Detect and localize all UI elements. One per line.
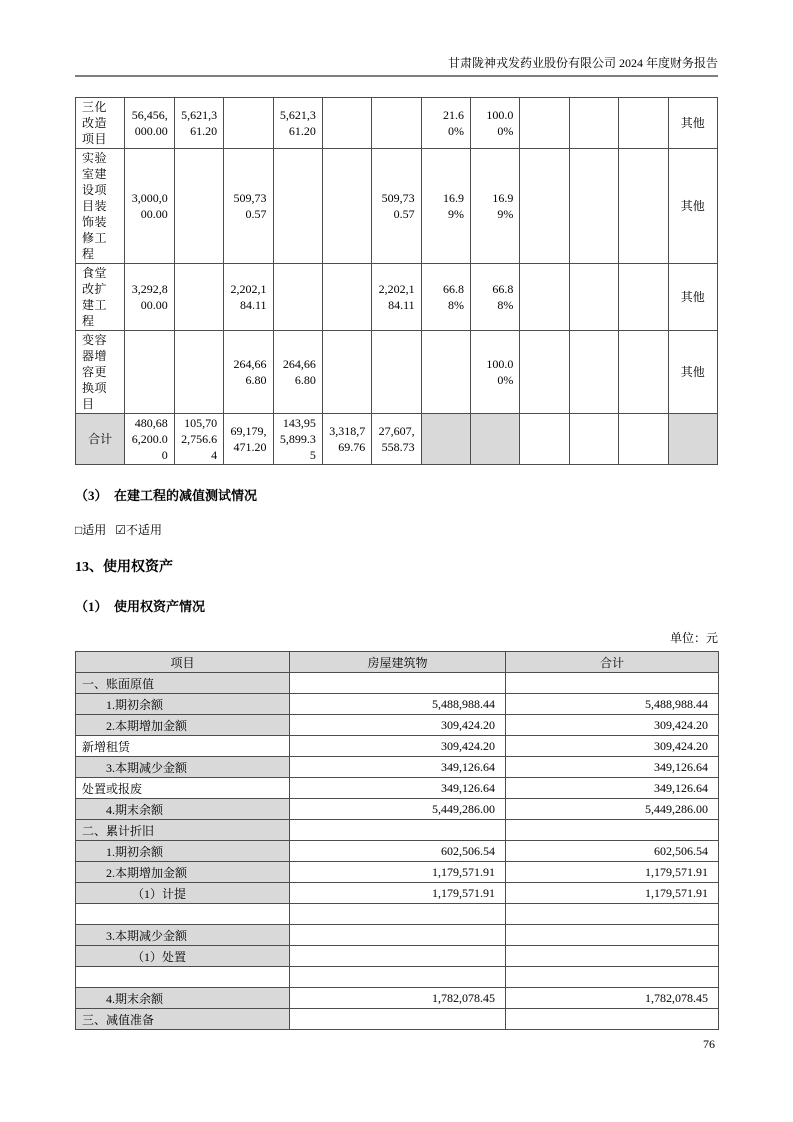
table-cell [322, 149, 371, 264]
table-cell [421, 414, 470, 465]
table-cell: 349,126.64 [506, 757, 719, 778]
table-cell: 3,318,769.76 [322, 414, 371, 465]
column-header-item: 项目 [76, 652, 290, 673]
table-cell [569, 149, 618, 264]
column-header-buildings: 房屋建筑物 [290, 652, 506, 673]
table-row [76, 715, 719, 736]
table-cell: 56,456,000.00 [125, 98, 174, 149]
table-cell: 1,782,078.45 [506, 988, 719, 1009]
table-row [76, 988, 719, 1009]
table-cell [290, 946, 506, 967]
table-row [76, 883, 719, 904]
table-cell: 1,179,571.91 [290, 862, 506, 883]
table-row [76, 98, 718, 149]
table-cell [273, 264, 322, 331]
row-label-cell: 3.本期减少金额 [76, 925, 290, 946]
row-label-cell: （1）处置 [76, 946, 290, 967]
row-label-cell: 3.本期减少金额 [76, 757, 290, 778]
table-row [76, 264, 718, 331]
total-label-cell: 合计 [76, 414, 125, 465]
table-cell: 309,424.20 [506, 715, 719, 736]
table-cell [174, 264, 223, 331]
table-cell: 100.00% [471, 98, 520, 149]
table-cell: 2,202,184.11 [372, 264, 421, 331]
table-cell: 5,488,988.44 [290, 694, 506, 715]
table-cell [290, 1009, 506, 1030]
table-row [76, 841, 719, 862]
row-label-cell: 2.本期增加金额 [76, 715, 290, 736]
table-cell: 其他 [668, 331, 718, 414]
table-cell [520, 149, 569, 264]
table-cell: 其他 [668, 149, 718, 264]
project-name-cell: 三化改造项目 [76, 98, 125, 149]
applicability-line [75, 522, 718, 538]
table-cell: 1,782,078.45 [290, 988, 506, 1009]
table-cell: 143,955,899.35 [273, 414, 322, 465]
table-cell: 21.60% [421, 98, 470, 149]
table-cell [125, 331, 174, 414]
row-label-cell: 1.期初余额 [76, 694, 290, 715]
table-cell [569, 98, 618, 149]
table-cell [290, 820, 506, 841]
table-cell [290, 925, 506, 946]
row-label-cell: 2.本期增加金额 [76, 862, 290, 883]
row-label-cell: 4.期末余额 [76, 988, 290, 1009]
table-row [76, 925, 719, 946]
table-cell: 309,424.20 [290, 715, 506, 736]
construction-in-progress-table [75, 97, 718, 465]
row-label-cell: （1）计提 [76, 883, 290, 904]
table-cell [174, 331, 223, 414]
table-cell: 349,126.64 [290, 757, 506, 778]
table-cell: 3,000,000.00 [125, 149, 174, 264]
table-cell [372, 331, 421, 414]
table-cell [619, 331, 668, 414]
table-cell: 480,686,200.00 [125, 414, 174, 465]
table-cell: 69,179,471.20 [224, 414, 273, 465]
table-cell: 16.99% [471, 149, 520, 264]
table-cell [619, 264, 668, 331]
table-cell [506, 967, 719, 988]
table-cell [506, 946, 719, 967]
table-cell: 264,666.80 [273, 331, 322, 414]
table-cell: 5,621,361.20 [273, 98, 322, 149]
table-cell [520, 98, 569, 149]
row-label-cell [76, 904, 290, 925]
table-spacer-row [76, 904, 719, 925]
table-cell: 3,292,800.00 [125, 264, 174, 331]
project-name-cell: 实验室建设项目装饰装修工程 [76, 149, 125, 264]
table-cell: 105,702,756.64 [174, 414, 223, 465]
table-total-row [76, 414, 718, 465]
table-cell [506, 820, 719, 841]
table-cell: 602,506.54 [290, 841, 506, 862]
table-cell: 5,621,361.20 [174, 98, 223, 149]
table-cell: 602,506.54 [506, 841, 719, 862]
section-13-title: 13、使用权资产 [75, 560, 173, 575]
table-cell [506, 904, 719, 925]
table-cell [506, 673, 719, 694]
table-cell: 66.88% [421, 264, 470, 331]
row-label-cell: 1.期初余额 [76, 841, 290, 862]
table-row [76, 862, 719, 883]
project-name-cell: 食堂改扩建工程 [76, 264, 125, 331]
table-row [76, 149, 718, 264]
table-cell [421, 331, 470, 414]
table-cell: 66.88% [471, 264, 520, 331]
row-label-cell: 新增租赁 [76, 736, 290, 757]
table-spacer-row [76, 967, 719, 988]
table-cell: 2,202,184.11 [224, 264, 273, 331]
row-label-cell: 处置或报废 [76, 778, 290, 799]
table-cell [372, 98, 421, 149]
table-row [76, 736, 719, 757]
table-cell [224, 98, 273, 149]
table-cell [520, 331, 569, 414]
checkbox-applicable: □适用 [75, 523, 107, 537]
table-cell [619, 98, 668, 149]
table-cell [619, 414, 668, 465]
table-cell [569, 331, 618, 414]
table-cell [322, 264, 371, 331]
table-cell: 其他 [668, 98, 718, 149]
table-cell [290, 967, 506, 988]
table-cell: 1,179,571.91 [506, 862, 719, 883]
table-cell: 1,179,571.91 [506, 883, 719, 904]
table-cell [471, 414, 520, 465]
table-row [76, 331, 718, 414]
project-name-cell: 变容器增容更换项目 [76, 331, 125, 414]
table-cell [520, 414, 569, 465]
table-cell [619, 149, 668, 264]
table-row [76, 757, 719, 778]
table-cell [506, 925, 719, 946]
table-cell: 349,126.64 [506, 778, 719, 799]
section-13-1-title: （1） 使用权资产情况 [75, 599, 206, 614]
table-cell [174, 149, 223, 264]
row-label-cell: 一、账面原值 [76, 673, 290, 694]
table-cell: 其他 [668, 264, 718, 331]
table-cell [290, 673, 506, 694]
table-cell [506, 1009, 719, 1030]
table-row [76, 946, 719, 967]
row-label-cell [76, 967, 290, 988]
section-3-title: （3） 在建工程的减值测试情况 [75, 488, 258, 503]
table-row [76, 673, 719, 694]
table-cell: 5,449,286.00 [290, 799, 506, 820]
table-cell: 16.99% [421, 149, 470, 264]
table-cell [520, 264, 569, 331]
table-row [76, 1009, 719, 1030]
table-row [76, 820, 719, 841]
table-cell: 309,424.20 [290, 736, 506, 757]
table-cell [668, 414, 718, 465]
report-header-title: 甘肃陇神戎发药业股份有限公司 2024 年度财务报告 [75, 55, 718, 77]
table-cell: 5,449,286.00 [506, 799, 719, 820]
right-of-use-assets-table [75, 651, 719, 1030]
table-cell [569, 414, 618, 465]
table-cell [273, 149, 322, 264]
table-cell [322, 98, 371, 149]
table-cell [569, 264, 618, 331]
table-cell: 509,730.57 [224, 149, 273, 264]
row-label-cell: 三、减值准备 [76, 1009, 290, 1030]
table-row [76, 778, 719, 799]
table-cell: 264,666.80 [224, 331, 273, 414]
table-cell: 309,424.20 [506, 736, 719, 757]
page-number: 76 [703, 1037, 715, 1051]
table-cell: 349,126.64 [290, 778, 506, 799]
table-header-row [76, 652, 719, 673]
table-row [76, 799, 719, 820]
table-cell [322, 331, 371, 414]
table-cell: 5,488,988.44 [506, 694, 719, 715]
table-cell: 509,730.57 [372, 149, 421, 264]
table-cell [290, 904, 506, 925]
table-cell: 100.00% [471, 331, 520, 414]
table-row [76, 694, 719, 715]
table-cell: 1,179,571.91 [290, 883, 506, 904]
unit-label: 单位：元 [669, 631, 718, 645]
checkbox-not-applicable: ☑不适用 [115, 523, 163, 537]
row-label-cell: 4.期末余额 [76, 799, 290, 820]
table-cell: 27,607,558.73 [372, 414, 421, 465]
column-header-total: 合计 [506, 652, 719, 673]
row-label-cell: 二、累计折旧 [76, 820, 290, 841]
